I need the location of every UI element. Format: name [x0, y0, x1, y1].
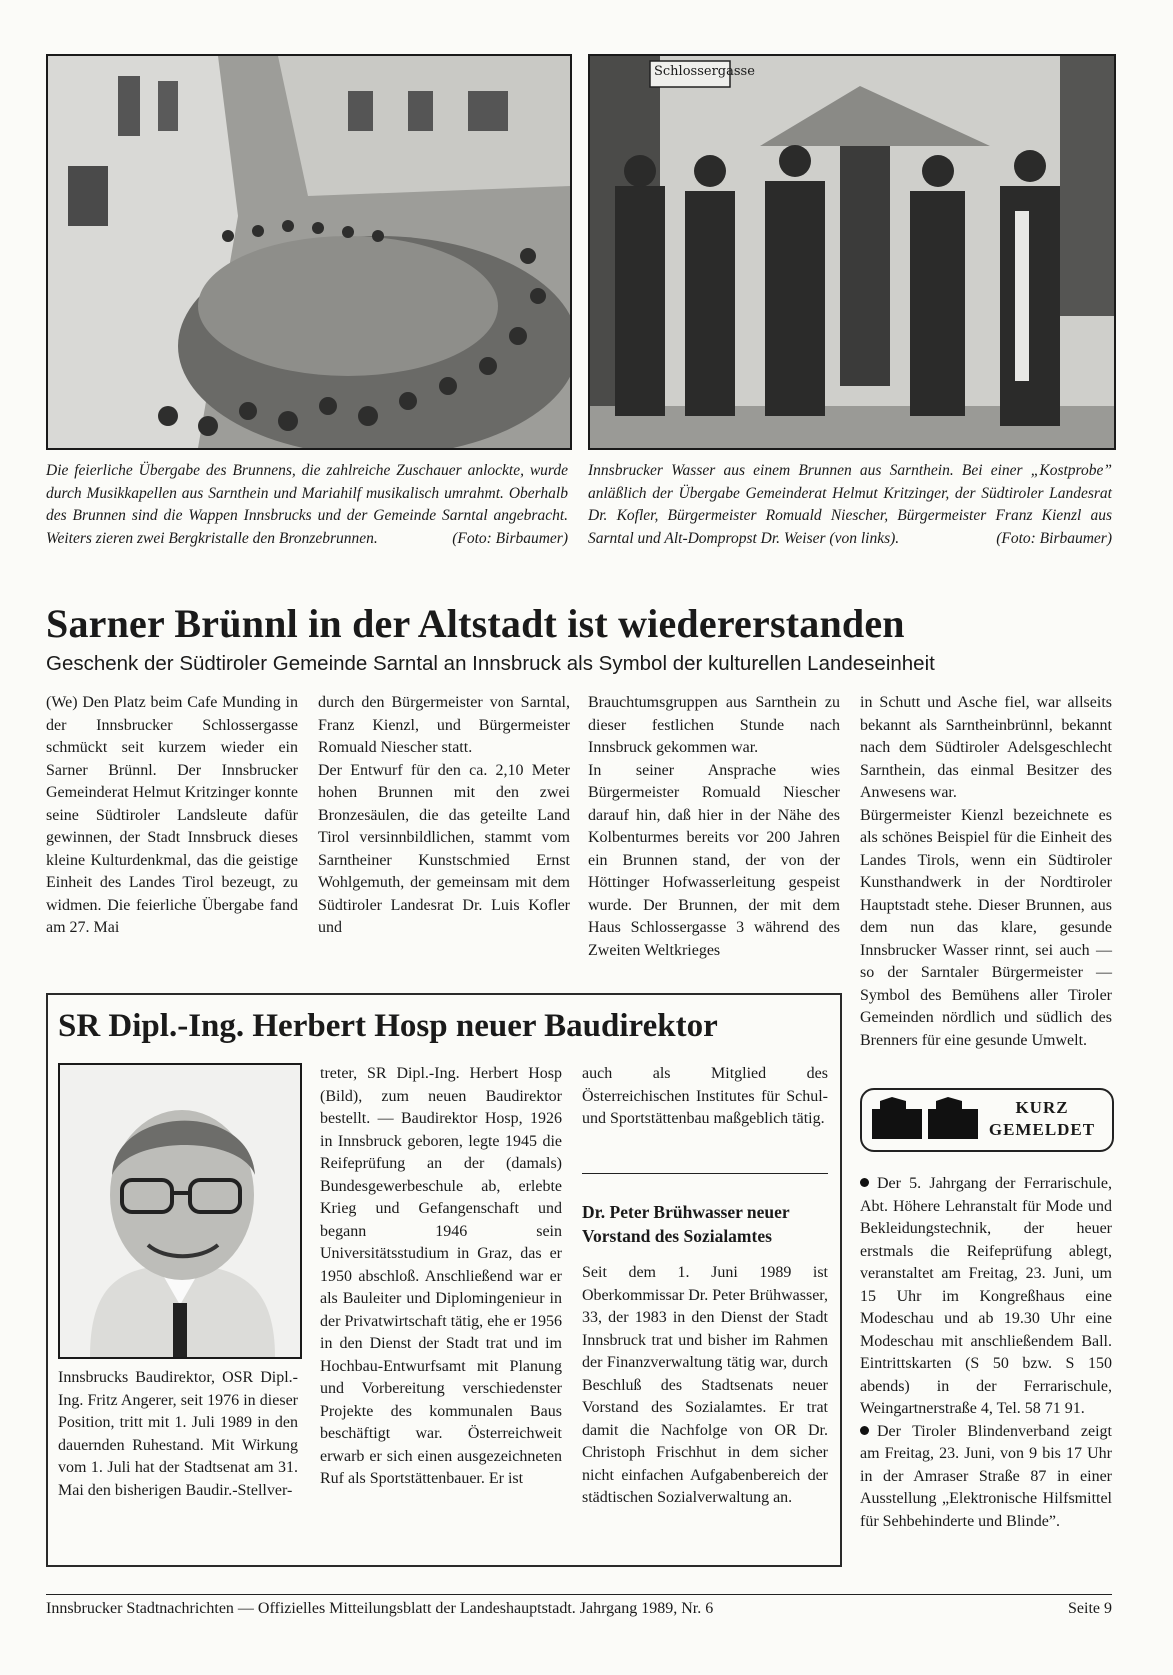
photo-left	[46, 54, 572, 450]
portrait-herbert-hosp-icon	[60, 1065, 300, 1357]
article3-divider	[582, 1173, 828, 1174]
kurz-label-line1: KURZ	[1015, 1098, 1069, 1117]
photo-crowd-altstadt-icon	[48, 56, 570, 448]
article3-body-text: Seit dem 1. Juni 1989 ist Oberkommissar Dr. Peter Brühwasser, 33, der 1983 in den Dienst der Stadt Innsbruck trat und bisher im Rahmen der Finanzverwaltung tätig war, durch Beschluß des Stadtsenats neuer Vorstand des Sozialamtes. Er trat damit die Nachfolge von OR Dr. Christoph Frischhut in dem sicher nicht einfachen Aufgabenbereich der städtischen Sozialverwaltung an.	[582, 1264, 828, 1506]
article1-col2-text: durch den Bürgermeister von Sarntal, Franz Kienzl, und Bürgermeister Romuald Niescher statt.	[318, 694, 570, 756]
caption-left	[46, 460, 568, 550]
kurz-item-1-text: Der 5. Jahrgang der Ferrarischule, Abt. Höhere Lehranstalt für Mode und Bekleidungstechnik, der heuer erstmals die Reifeprüfung ablegt, veranstaltet am Freitag, 23. Juni, um 15 Uhr im Kongreßhaus eine Modeschau und ab 19.30 Uhr eine Modeschau mit anschließendem Ball. Eintrittskarten (S 50 bzw. S 150 abends) in der Ferrarischule, Weingartnerstraße 4, Tel. 58 71 91.	[860, 1175, 1112, 1417]
portrait-photo	[58, 1063, 302, 1359]
caption-right	[588, 460, 1112, 550]
kurz-gemeldet-logo-icon	[872, 1097, 982, 1143]
article3-headline: Dr. Peter Brühwasser neuer Vorstand des Sozialamtes	[582, 1202, 790, 1246]
article1-col2b-text: Der Entwurf für den ca. 2,10 Meter hohen Brunnen mit den zwei Bronzesäulen, die das geteilte Land Tirol versinnbildlichen, stammt vom Sarntheiner Kunstschmied Ernst Wohlgemuth, der gemeinsam mit dem Südtiroler Landesrat Dr. Luis Kofler und	[318, 761, 570, 936]
article1-subheadline: Geschenk der Südtiroler Gemeinde Sarntal an Innsbruck als Symbol der kulturellen Landeseinheit	[46, 652, 935, 675]
kurz-item	[860, 1173, 1112, 1421]
bullet-icon	[860, 1178, 869, 1187]
caption-left-text: Die feierliche Übergabe des Brunnens, die zahlreiche Zuschauer anlockte, wurde durch Musikkapellen aus Sarnthein und Mariahilf musikalisch umrahmt. Oberhalb des Brunnen sind die Wappen Innsbrucks und der Gemeinde Sarntal angebracht. Weiters zieren zwei Bergkristalle den Bronzebrunnen.	[46, 462, 568, 547]
kurz-gemeldet-label	[980, 1097, 1104, 1141]
article1-column-2	[318, 692, 570, 940]
photo-right	[588, 54, 1116, 450]
article2-column-3	[582, 1063, 828, 1131]
article1-col4b-text: Bürgermeister Kienzl bezeichnete es als schönes Beispiel für die Einheit des Landes Tirols, wenn ein Südtiroler Kunsthandwerk in der Nordtiroler Hauptstadt stehe. Dieser Brunnen, aus dem nun das klare, gesunde Innsbrucker Wasser rinnt, sei auch — so der Sarntaler Bürgermeister — Symbol des Bemühens aller Tiroler Gemeinden nördlich und südlich des Brenners für eine gesunde Umwelt.	[860, 806, 1112, 1049]
article3-column	[582, 1262, 828, 1510]
bullet-icon	[860, 1426, 869, 1435]
kurz-label-line2: GEMELDET	[988, 1120, 1096, 1139]
caption-right-text: Innsbrucker Wasser aus einem Brunnen aus Sarnthein. Bei einer „Kostprobe” anläßlich der Übergabe Gemeinderat Helmut Kritzinger, der Südtiroler Landesrat Dr. Kofler, Bürgermeister Romuald Niescher, Bürgermeister Franz Kienzl aus Sarntal und Alt-Dompropst Dr. Weiser (von links).	[588, 462, 1112, 547]
article2-column-1	[58, 1367, 298, 1502]
kurz-gemeldet-column	[860, 1173, 1112, 1533]
footer-text: Innsbrucker Stadtnachrichten — Offizielles Mitteilungsblatt der Landeshauptstadt. Jahrgang 1989, Nr. 6	[46, 1600, 714, 1617]
kurz-item-2-text: Der Tiroler Blindenverband zeigt am Freitag, 23. Juni, von 9 bis 17 Uhr in der Amraser Straße 87 in einer Ausstellung „Elektronische Hilfsmittel für Sehbehinderte und Blinde”.	[860, 1422, 1112, 1530]
article2-col2-text: treter, SR Dipl.-Ing. Herbert Hosp (Bild), zum neuen Baudirektor bestellt. — Baudirektor Hosp, 1926 in Innsbruck geboren, legte 1945 die Reifeprüfung an der (damals) Bundesgewerbeschule ab, erlebte Krieg und Gefangenschaft und begann 1946 sein Universitätsstudium in Graz, das er 1950 abschloß. Anschließend war er als Bauleiter und Diplomingenieur in der Privatwirtschaft tätig, ehe er 1956 in den Dienst der Stadt trat und im Hochbau-Entwurfsamt mit Planung und Vorbereitung verschiedenster Projekte des kommunalen Baus beschäftigt war. Österreichweit erwarb er sich einen ausgezeichneten Ruf als Sportstättenbauer. Er ist	[320, 1065, 562, 1487]
article1-column-1	[46, 692, 298, 940]
article1-col1-text: (We) Den Platz beim Cafe Munding in der Innsbrucker Schlossergasse schmückt seit kurzem wieder ein Sarner Brünnl. Der Innsbrucker Gemeinderat Helmut Kritzinger konnte seine Südtiroler Landsleute dafür gewinnen, der Stadt Innsbruck dieses kleine Kulturdenkmal, das die geistige Einheit des Landes Tirol bezeugt, zu widmen. Die feierliche Übergabe fand am 27. Mai	[46, 694, 298, 936]
article1-column-4	[860, 692, 1112, 1052]
article1-col3b-text: In seiner Ansprache wies Bürgermeister Romuald Niescher darauf hin, daß hier in der Nähe des Kolbenturmes bereits vor 200 Jahren ein Brunnen stand, der von der Höttinger Hofwasserleitung gespeist wurde. Der Brunnen, der mit dem Haus Schlossergasse 3 während des Zweiten Weltkrieges	[588, 761, 840, 959]
photo-officials-fountain-icon	[590, 56, 1114, 448]
street-sign: Schlossergasse	[654, 64, 755, 79]
article1-col4-text: in Schutt und Asche fiel, war allseits bekannt als Sarntheinbrünnl, bekannt nach dem Südtiroler Adelsgeschlecht Sarnthein, das einmal Besitzer des Anwesens war.	[860, 694, 1112, 801]
article1-col3-text: Brauchtumsgruppen aus Sarnthein zu dieser festlichen Stunde nach Innsbruck gekommen war.	[588, 694, 840, 756]
page-number: Seite 9	[1068, 1600, 1112, 1617]
article2-col1-text: Innsbrucks Baudirektor, OSR Dipl.-Ing. Fritz Angerer, seit 1976 in dieser Position, tritt mit 1. Juli 1989 in den dauernden Ruhestand. Mit Wirkung vom 1. Juli hat der Stadtsenat am 31. Mai den bisherigen Baudir.-Stellver-	[58, 1369, 298, 1499]
caption-left-credit: (Foto: Birbaumer)	[452, 529, 568, 547]
kurz-gemeldet-box	[860, 1088, 1114, 1152]
article2-headline: SR Dipl.-Ing. Herbert Hosp neuer Baudirektor	[58, 1008, 718, 1044]
article1-headline: Sarner Brünnl in der Altstadt ist wiedererstanden	[46, 601, 905, 646]
footer-rule	[46, 1594, 1112, 1595]
article1-column-3	[588, 692, 840, 962]
kurz-item	[860, 1421, 1112, 1534]
article2-column-2	[320, 1063, 562, 1491]
article2-col3-text: auch als Mitglied des Österreichischen Institutes für Schul- und Sportstättenbau maßgeblich tätig.	[582, 1065, 828, 1127]
caption-right-credit: (Foto: Birbaumer)	[996, 529, 1112, 547]
